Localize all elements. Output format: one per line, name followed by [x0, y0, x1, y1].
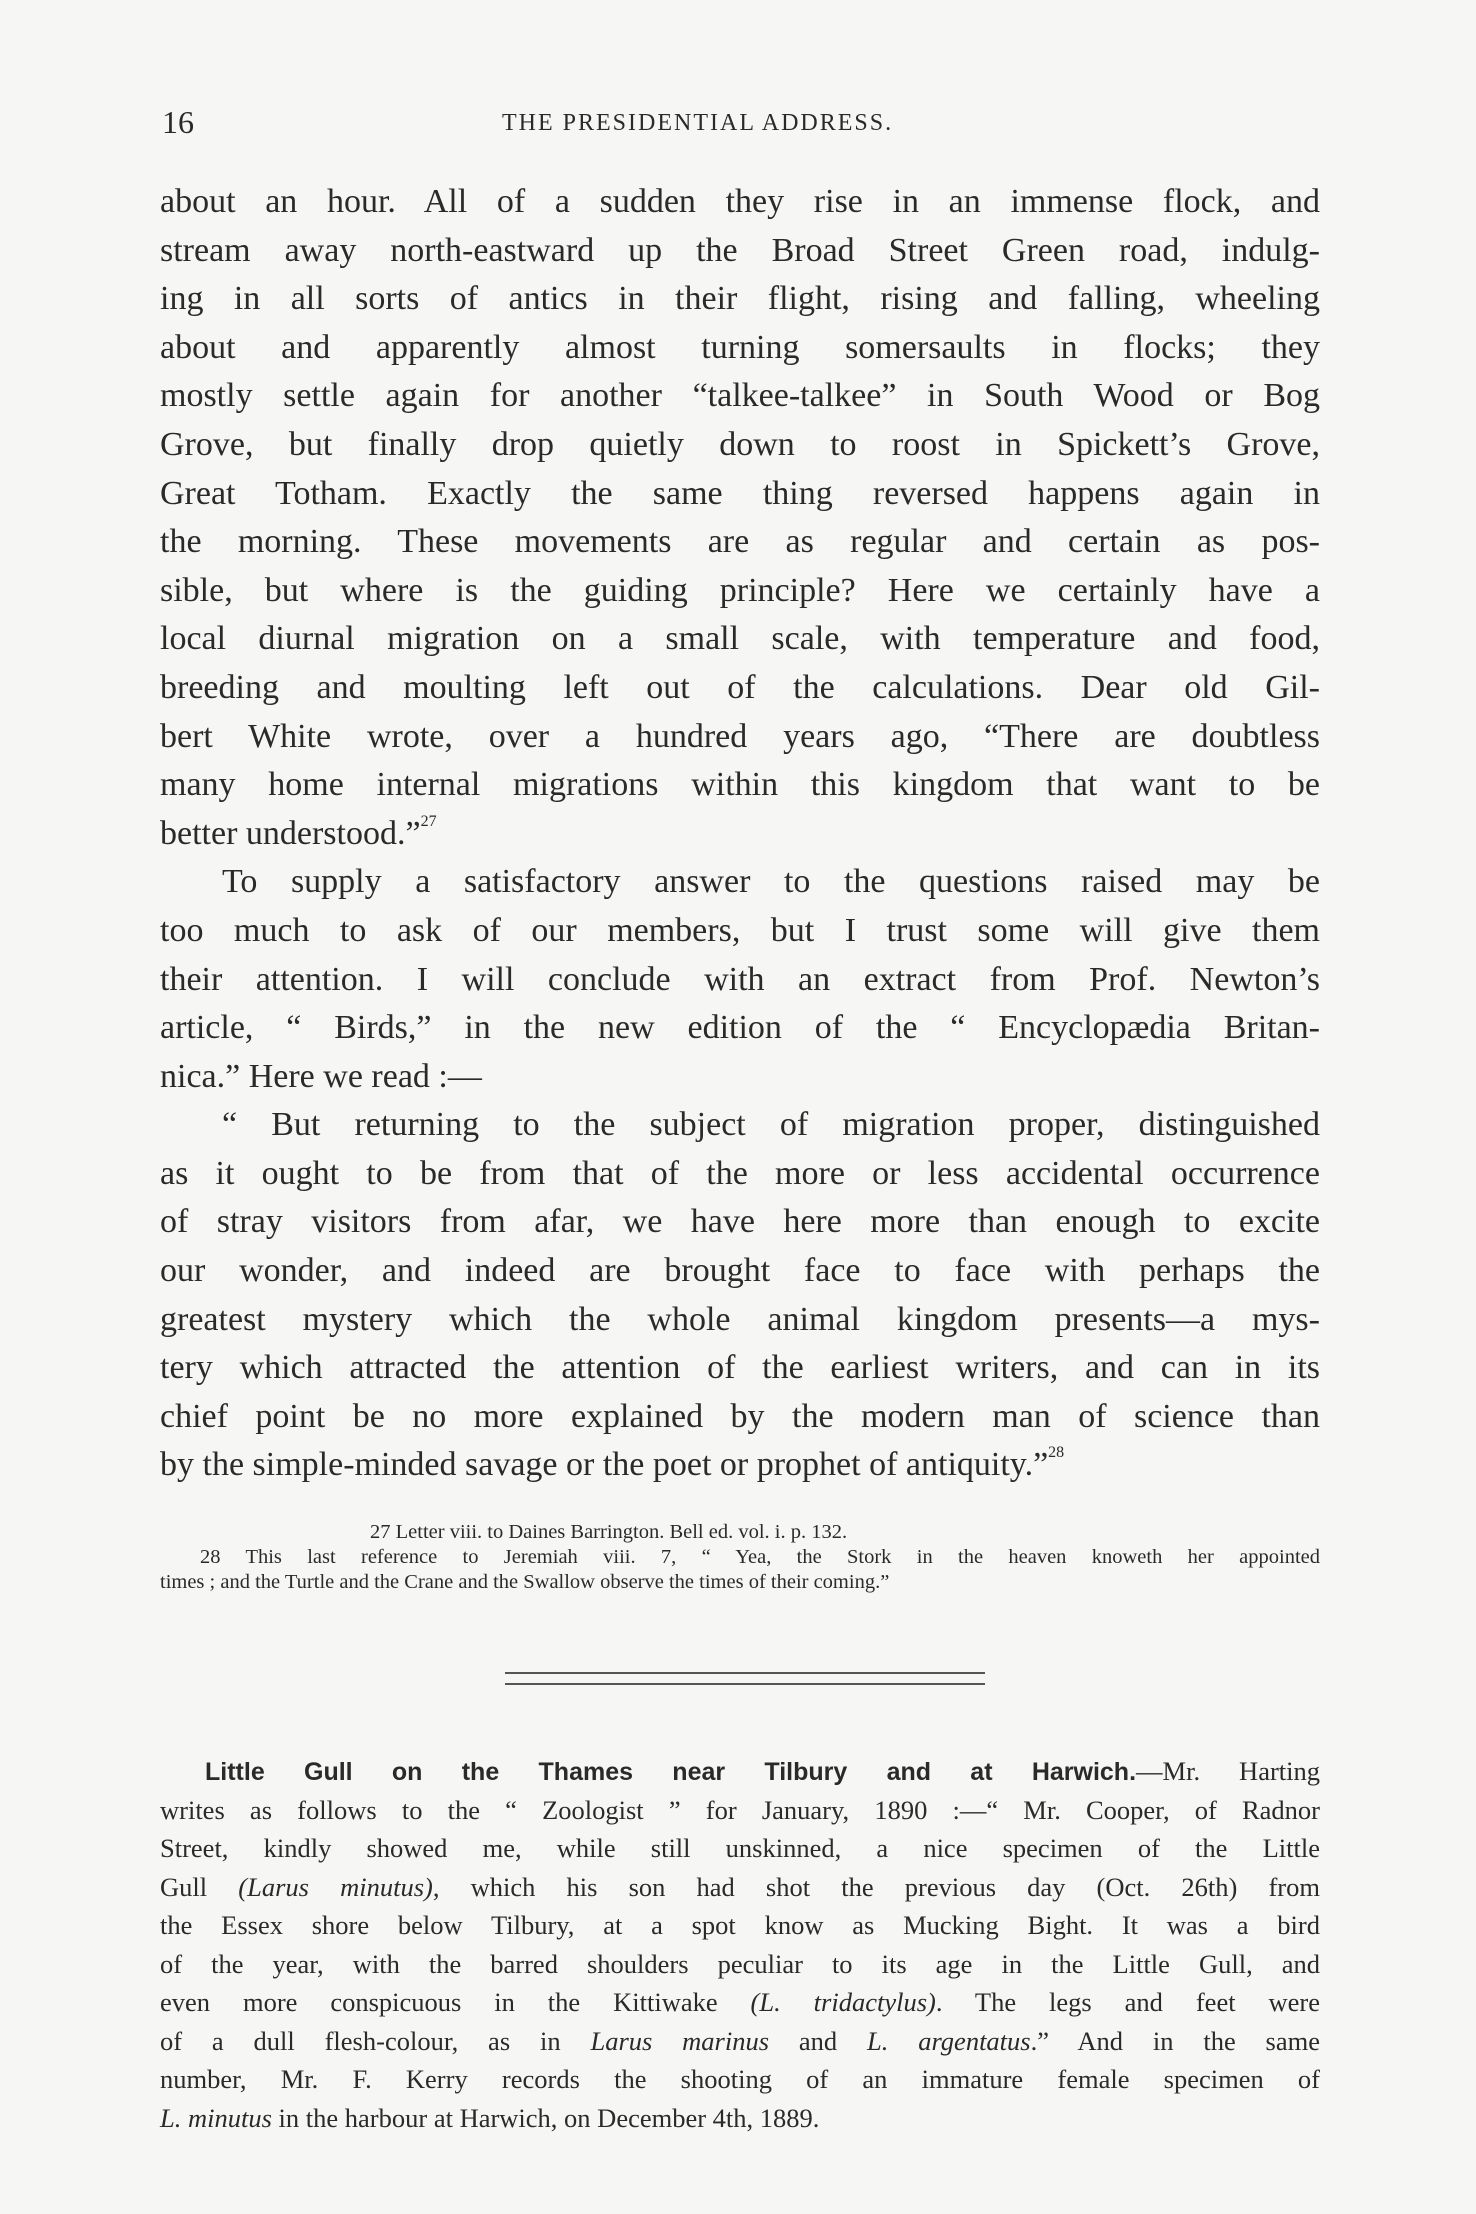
running-head	[162, 104, 1317, 144]
line-text: by the simple-minded savage or the poet or prophet of antiquity.”	[160, 1446, 1049, 1484]
text-line: mostly settle again for another “talkee-talkee” in South Wood or Bog	[160, 377, 1320, 415]
text-line	[160, 810, 1320, 859]
text-line: local diurnal migration on a small scale, with temperature and food,	[160, 620, 1320, 658]
text-line: article, “ Birds,” in the new edition of the “ Encyclopædia Britan-	[160, 1009, 1320, 1047]
footnote-28: 28 This last reference to Jeremiah viii. 7, “ Yea, the Stork in the heaven knoweth her appointed	[200, 1546, 1320, 1568]
page-number: 16	[162, 104, 194, 140]
text-line: nica.” Here we read :—	[160, 1057, 482, 1095]
note-line	[160, 2022, 1320, 2061]
footnotes	[160, 1520, 1320, 1595]
footnote-ref-27: 27	[420, 812, 437, 830]
text-line: ing in all sorts of antics in their flight, rising and falling, wheeling	[160, 280, 1320, 318]
note-text: .” And in the same	[1030, 2025, 1321, 2056]
note-line: writes as follows to the “ Zoologist ” for January, 1890 :—“ Mr. Cooper, of Radnor	[160, 1794, 1320, 1825]
quote-line: chief point be no more explained by the modern man of science than	[160, 1397, 1320, 1435]
note-line: Street, kindly showed me, while still unskinned, a nice specimen of the Little	[160, 1833, 1320, 1863]
quote-line	[160, 1441, 1320, 1490]
note-line	[160, 1752, 1320, 1791]
note-section	[160, 1752, 1320, 2137]
species-name: (Larus minutus)	[238, 1871, 433, 1902]
species-name: L. argentatus	[867, 2025, 1031, 2056]
species-name: (L. tridactylus)	[750, 1987, 936, 2017]
species-name: Larus marinus	[590, 2025, 770, 2056]
text-line: stream away north-eastward up the Broad Street Green road, indulg-	[160, 231, 1320, 269]
text-line: Great Totham. Exactly the same thing reversed happens again in	[160, 474, 1320, 512]
note-text: —Mr. Harting	[1136, 1756, 1320, 1786]
note-line: the Essex shore below Tilbury, at a spot know as Mucking Bight. It was a bird	[160, 1910, 1320, 1940]
note-text: of a dull flesh-colour, as in	[160, 2025, 591, 2056]
footnote-28-continued: times ; and the Turtle and the Crane and the Swallow observe the times of their coming.”	[160, 1571, 890, 1593]
note-text: and	[769, 2025, 868, 2056]
note-text: in the harbour at Harwich, on December 4th, 1889.	[271, 2102, 820, 2133]
text-line: about an hour. All of a sudden they rise in an immense flock, and	[160, 183, 1320, 220]
text-line: sible, but where is the guiding principle? Here we certainly have a	[160, 571, 1320, 609]
note-text: , which his son had shot the previous day (Oct. 26th) from	[432, 1871, 1320, 1902]
text-line: too much to ask of our members, but I trust some will give them	[160, 911, 1320, 949]
note-line	[160, 2099, 1320, 2138]
text-line: the morning. These movements are as regular and certain as pos-	[160, 523, 1320, 561]
note-heading: Little Gull on the Thames near Tilbury and at Harwich.	[205, 1758, 1137, 1786]
footnote-ref-28: 28	[1048, 1444, 1065, 1462]
text-line: Grove, but finally drop quietly down to roost in Spickett’s Grove,	[160, 425, 1320, 463]
note-line	[160, 1983, 1320, 2022]
quote-line: our wonder, and indeed are brought face to face with perhaps the	[160, 1252, 1320, 1290]
footnote-27: 27 Letter viii. to Daines Barrington. Bell ed. vol. i. p. 132.	[370, 1521, 848, 1543]
running-title: THE PRESIDENTIAL ADDRESS.	[502, 110, 894, 136]
text-line: about and apparently almost turning somersaults in flocks; they	[160, 328, 1320, 366]
quote-line: greatest mystery which the whole animal kingdom presents—a mys-	[160, 1300, 1320, 1338]
text-line: many home internal migrations within this kingdom that want to be	[160, 766, 1320, 804]
text-line: breeding and moulting left out of the calculations. Dear old Gil-	[160, 668, 1320, 706]
section-divider	[505, 1672, 985, 1685]
main-text	[160, 178, 1320, 1490]
note-text: . The legs and feet were	[935, 1987, 1320, 2017]
note-text: Gull	[160, 1871, 239, 1902]
text-line: their attention. I will conclude with an extract from Prof. Newton’s	[160, 960, 1320, 998]
quote-line: of stray visitors from afar, we have here more than enough to excite	[160, 1203, 1320, 1241]
species-name: L. minutus	[160, 2102, 272, 2133]
quote-line: as it ought to be from that of the more or less accidental occurrence	[160, 1154, 1320, 1192]
note-text: even more conspicuous in the Kittiwake	[160, 1987, 751, 2017]
quote-line: “ But returning to the subject of migration proper, distinguished	[222, 1106, 1320, 1144]
quote-line: tery which attracted the attention of the earliest writers, and can in its	[160, 1349, 1320, 1387]
note-line: number, Mr. F. Kerry records the shooting of an immature female specimen of	[160, 2064, 1320, 2094]
note-line	[160, 1868, 1320, 1907]
note-line: of the year, with the barred shoulders peculiar to its age in the Little Gull, and	[160, 1948, 1320, 1979]
text-line: To supply a satisfactory answer to the questions raised may be	[222, 863, 1320, 901]
line-text: better understood.”	[160, 814, 421, 852]
text-line: bert White wrote, over a hundred years ago, “There are doubtless	[160, 717, 1320, 755]
